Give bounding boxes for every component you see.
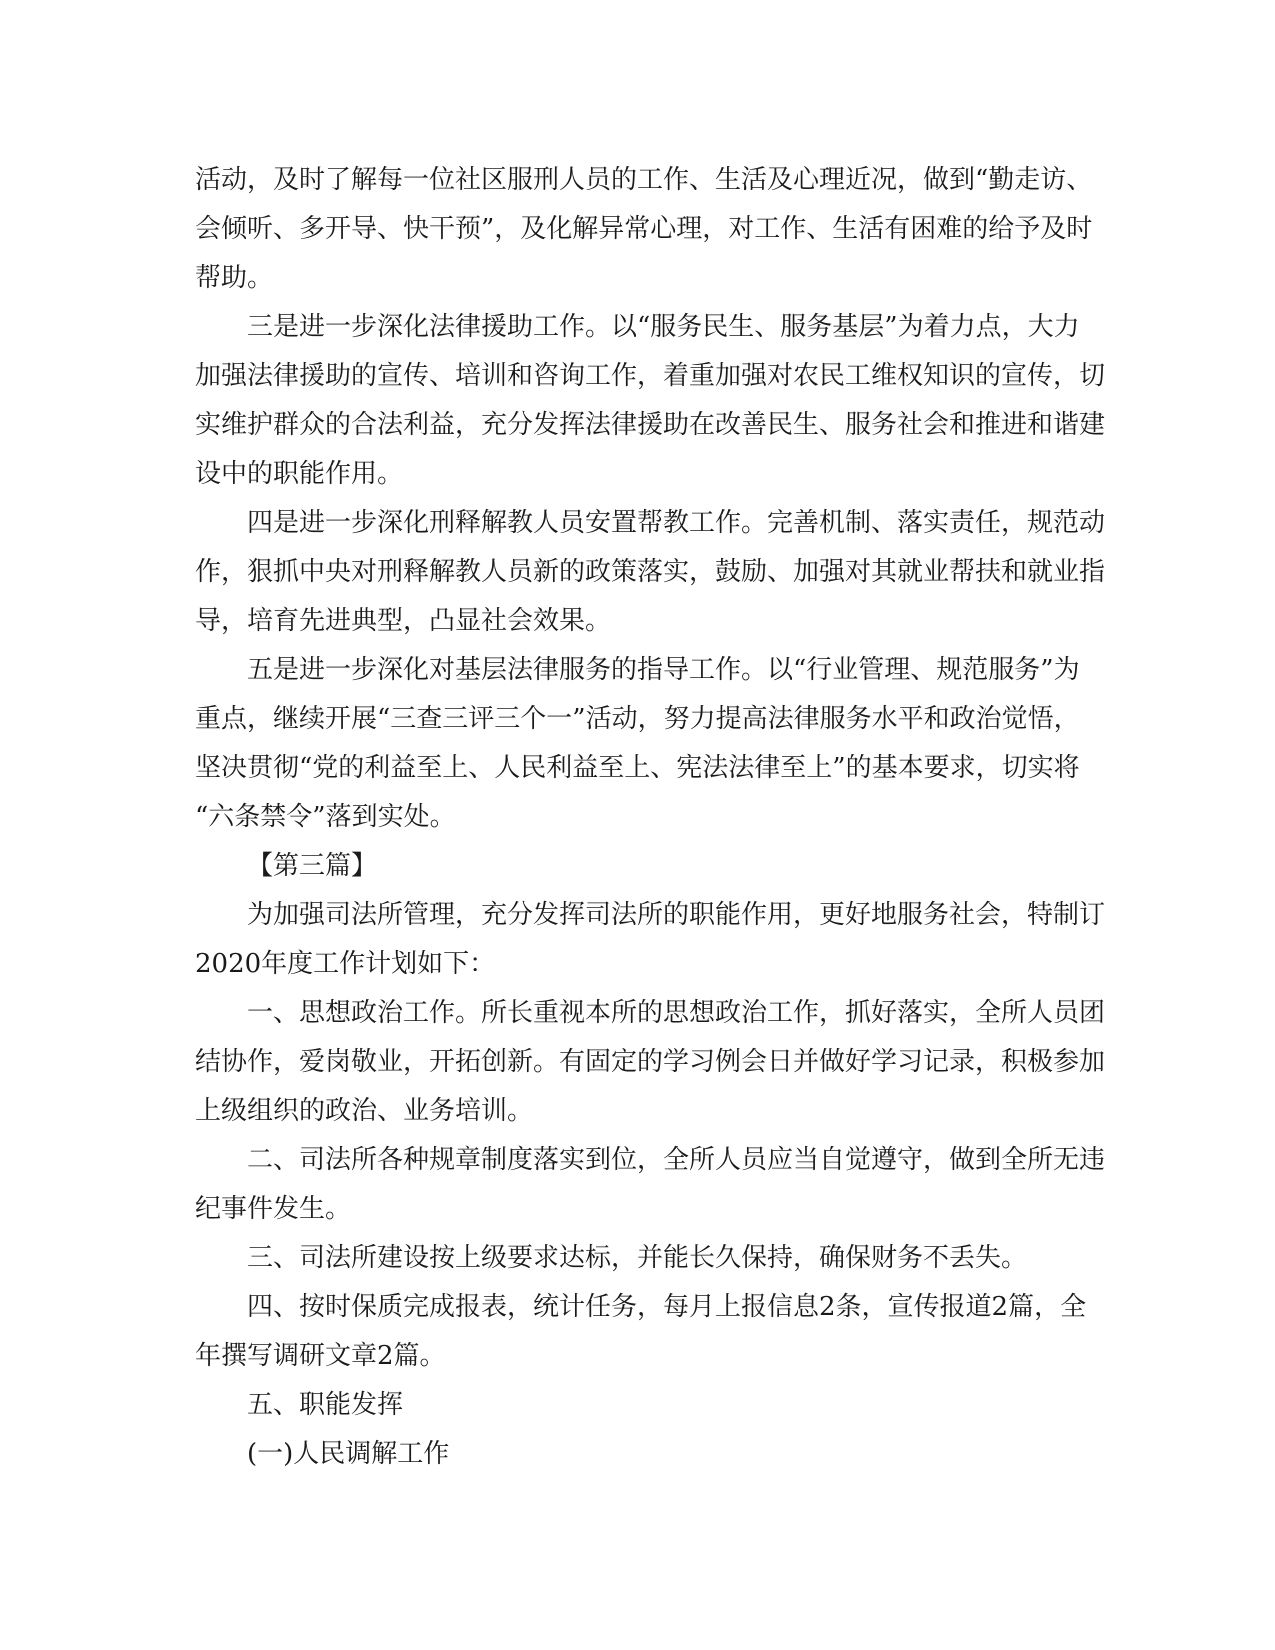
text-line: 导，培育先进典型，凸显社会效果。 (195, 606, 612, 636)
text-line: 实维护群众的合法利益，充分发挥法律援助在改善民生、服务社会和推进和谐建 (195, 410, 1106, 440)
text-line: (一)人民调解工作 (247, 1439, 450, 1469)
paragraph (195, 1136, 1106, 1234)
paragraph (195, 989, 1106, 1136)
text-line: 【第三篇】 (247, 851, 378, 881)
text-line: 三、司法所建设按上级要求达标，并能长久保持，确保财务不丢失。 (247, 1243, 1028, 1273)
text-line: 作，狠抓中央对刑释解教人员新的政策落实，鼓励、加强对其就业帮扶和就业指 (195, 557, 1106, 587)
text-line: 会倾听、多开导、快干预”，及化解异常心理，对工作、生活有困难的给予及时 (195, 214, 1093, 244)
section-heading (195, 1381, 1075, 1430)
paragraph (195, 499, 1106, 646)
text-line: 四、按时保质完成报表，统计任务，每月上报信息2条，宣传报道2篇，全 (247, 1292, 1087, 1322)
text-line: 坚决贯彻“党的利益至上、人民利益至上、宪法法律至上”的基本要求，切实将 (195, 753, 1080, 783)
text-line: 五、职能发挥 (247, 1390, 404, 1420)
paragraph (195, 303, 1106, 499)
paragraph (195, 891, 1106, 989)
paragraph (195, 1283, 1087, 1381)
paragraph (195, 1234, 1075, 1283)
subsection-heading (195, 1430, 1075, 1479)
text-line: 三是进一步深化法律援助工作。以“服务民生、服务基层”为着力点，大力 (247, 312, 1080, 342)
text-line: 纪事件发生。 (195, 1194, 352, 1224)
text-line: 2020年度工作计划如下： (195, 949, 496, 979)
text-line: 帮助。 (195, 263, 274, 293)
text-line: 设中的职能作用。 (195, 459, 404, 489)
section-heading (195, 842, 1075, 891)
text-line: 活动，及时了解每一位社区服刑人员的工作、生活及心理近况，做到“勤走访、 (195, 165, 1093, 195)
text-line: 五是进一步深化对基层法律服务的指导工作。以“行业管理、规范服务”为 (247, 655, 1080, 685)
document-body (195, 156, 1106, 1479)
text-line: 四是进一步深化刑释解教人员安置帮教工作。完善机制、落实责任，规范动 (247, 508, 1106, 538)
text-line: 一、思想政治工作。所长重视本所的思想政治工作，抓好落实，全所人员团 (247, 998, 1106, 1028)
text-line: 年撰写调研文章2篇。 (195, 1341, 446, 1371)
text-line: “六条禁令”落到实处。 (195, 802, 456, 832)
text-line: 重点，继续开展“三查三评三个一”活动，努力提高法律服务水平和政治觉悟， (195, 704, 1080, 734)
text-line: 结协作，爱岗敬业，开拓创新。有固定的学习例会日并做好学习记录，积极参加 (195, 1047, 1106, 1077)
text-line: 上级组织的政治、业务培训。 (195, 1096, 534, 1126)
text-line: 二、司法所各种规章制度落实到位，全所人员应当自觉遵守，做到全所无违 (247, 1145, 1106, 1175)
paragraph (195, 646, 1080, 842)
text-line: 加强法律援助的宣传、培训和咨询工作，着重加强对农民工维权知识的宣传，切 (195, 361, 1106, 391)
text-line: 为加强司法所管理，充分发挥司法所的职能作用，更好地服务社会，特制订 (247, 900, 1106, 930)
paragraph (195, 156, 1093, 303)
